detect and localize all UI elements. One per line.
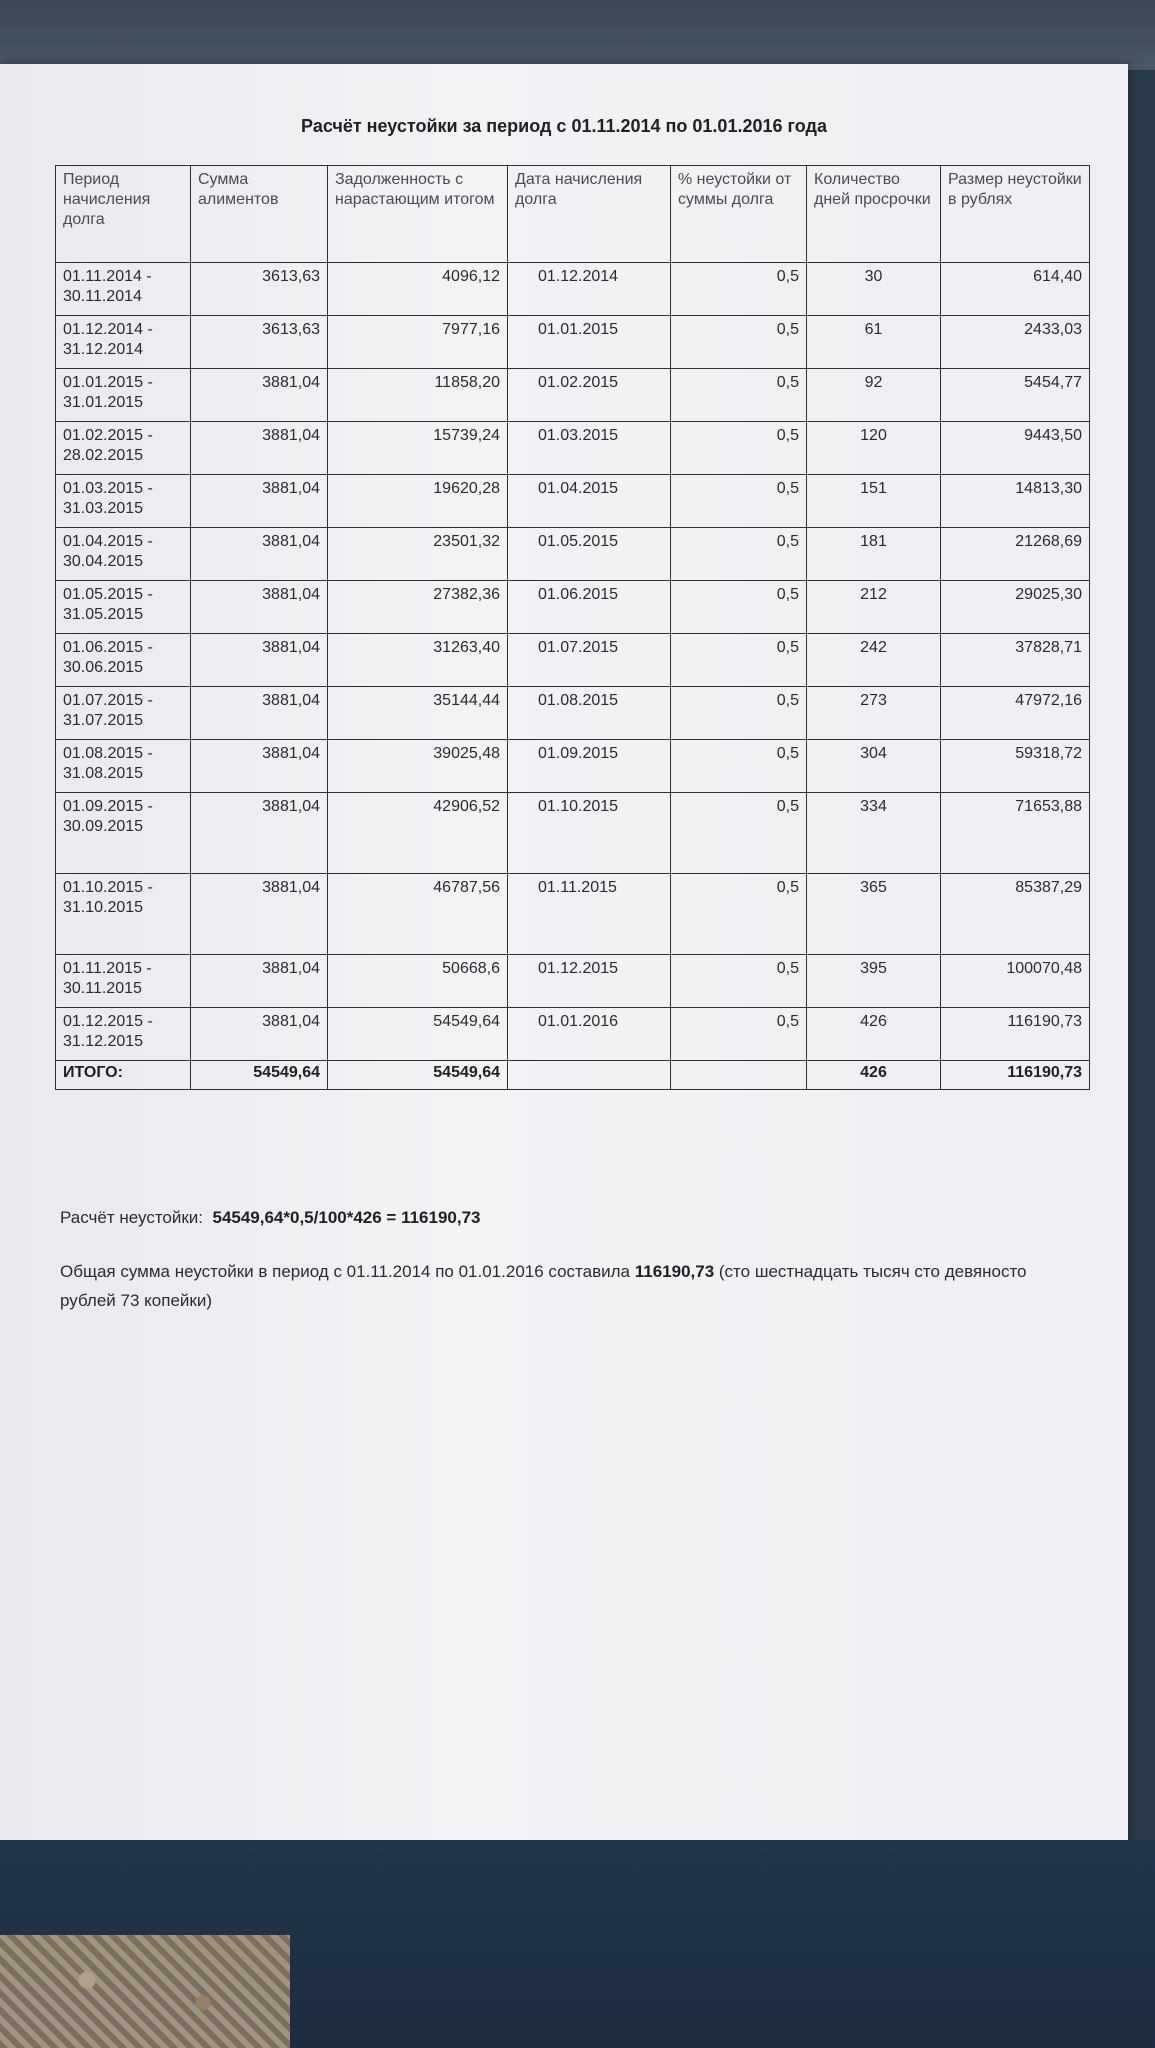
- cell-percent: 0,5: [671, 874, 807, 955]
- table-row: [56, 687, 1090, 740]
- cell-debt: 42906,52: [328, 793, 508, 874]
- cell-percent: 0,5: [671, 528, 807, 581]
- cell-debt: 4096,12: [328, 263, 508, 316]
- header-days: Количество дней просрочки: [807, 166, 941, 263]
- cell-period: 01.02.2015 - 28.02.2015: [56, 422, 191, 475]
- cell-date: 01.08.2015: [508, 687, 671, 740]
- cell-period: 01.12.2015 - 31.12.2015: [56, 1008, 191, 1061]
- cell-days: 181: [807, 528, 941, 581]
- cell-days: 120: [807, 422, 941, 475]
- cell-alimony: 3881,04: [191, 740, 328, 793]
- cell-days: 395: [807, 955, 941, 1008]
- table-row: [56, 793, 1090, 874]
- cell-percent: 0,5: [671, 687, 807, 740]
- cell-alimony: 3881,04: [191, 422, 328, 475]
- cell-date: 01.04.2015: [508, 475, 671, 528]
- cell-alimony: 3613,63: [191, 316, 328, 369]
- cell-date: 01.12.2015: [508, 955, 671, 1008]
- background-top: [0, 0, 1155, 70]
- cell-penalty: 71653,88: [941, 793, 1090, 874]
- cell-percent: 0,5: [671, 422, 807, 475]
- cell-penalty: 14813,30: [941, 475, 1090, 528]
- cell-date: 01.01.2015: [508, 316, 671, 369]
- cell-penalty: 29025,30: [941, 581, 1090, 634]
- cell-alimony: 3881,04: [191, 634, 328, 687]
- cell-alimony: 3881,04: [191, 528, 328, 581]
- penalty-table: [55, 165, 1090, 1090]
- cell-days: 61: [807, 316, 941, 369]
- cell-percent: 0,5: [671, 263, 807, 316]
- fabric-corner: [0, 1935, 290, 2048]
- cell-percent: 0,5: [671, 369, 807, 422]
- cell-penalty: 100070,48: [941, 955, 1090, 1008]
- cell-penalty: 85387,29: [941, 874, 1090, 955]
- cell-period: 01.11.2014 - 30.11.2014: [56, 263, 191, 316]
- header-percent: % неустойки от суммы долга: [671, 166, 807, 263]
- table-header-row: [56, 166, 1090, 263]
- cell-period: 01.04.2015 - 30.04.2015: [56, 528, 191, 581]
- cell-debt: 31263,40: [328, 634, 508, 687]
- table-row: [56, 740, 1090, 793]
- cell-debt: 35144,44: [328, 687, 508, 740]
- cell-period: 01.01.2015 - 31.01.2015: [56, 369, 191, 422]
- cell-penalty: 614,40: [941, 263, 1090, 316]
- cell-days: 151: [807, 475, 941, 528]
- cell-days: 334: [807, 793, 941, 874]
- cell-alimony: 3881,04: [191, 1008, 328, 1061]
- cell-debt: 50668,6: [328, 955, 508, 1008]
- header-period: Период начисления долга: [56, 166, 191, 263]
- cell-date: 01.02.2015: [508, 369, 671, 422]
- table-row: [56, 528, 1090, 581]
- cell-debt: 27382,36: [328, 581, 508, 634]
- cell-percent: 0,5: [671, 1008, 807, 1061]
- cell-date: 01.06.2015: [508, 581, 671, 634]
- cell-period: 01.12.2014 - 31.12.2014: [56, 316, 191, 369]
- total-debt: 54549,64: [328, 1061, 508, 1090]
- document-title: Расчёт неустойки за период с 01.11.2014 по 01.01.2016 года: [301, 116, 827, 136]
- cell-alimony: 3613,63: [191, 263, 328, 316]
- table-row: [56, 369, 1090, 422]
- cell-period: 01.10.2015 - 31.10.2015: [56, 874, 191, 955]
- cell-date: 01.11.2015: [508, 874, 671, 955]
- table-row: [56, 1008, 1090, 1061]
- cell-date: 01.07.2015: [508, 634, 671, 687]
- summary-paragraph: [60, 1257, 1060, 1315]
- cell-days: 92: [807, 369, 941, 422]
- cell-debt: 54549,64: [328, 1008, 508, 1061]
- cell-alimony: 3881,04: [191, 369, 328, 422]
- table-total-row: [56, 1061, 1090, 1090]
- cell-alimony: 3881,04: [191, 955, 328, 1008]
- cell-alimony: 3881,04: [191, 874, 328, 955]
- cell-penalty: 116190,73: [941, 1008, 1090, 1061]
- cell-days: 304: [807, 740, 941, 793]
- cell-percent: 0,5: [671, 793, 807, 874]
- cell-percent: 0,5: [671, 740, 807, 793]
- table-row: [56, 955, 1090, 1008]
- cell-days: 365: [807, 874, 941, 955]
- total-label: ИТОГО:: [56, 1061, 191, 1090]
- cell-alimony: 3881,04: [191, 793, 328, 874]
- cell-alimony: 3881,04: [191, 687, 328, 740]
- total-percent: [671, 1061, 807, 1090]
- cell-period: 01.08.2015 - 31.08.2015: [56, 740, 191, 793]
- cell-percent: 0,5: [671, 581, 807, 634]
- cell-date: 01.01.2016: [508, 1008, 671, 1061]
- total-date: [508, 1061, 671, 1090]
- cell-penalty: 9443,50: [941, 422, 1090, 475]
- cell-penalty: 59318,72: [941, 740, 1090, 793]
- table-row: [56, 422, 1090, 475]
- table-row: [56, 475, 1090, 528]
- cell-debt: 11858,20: [328, 369, 508, 422]
- cell-date: 01.05.2015: [508, 528, 671, 581]
- table-row: [56, 874, 1090, 955]
- summary-text-after: (сто шестнадцать тысяч сто девяносто рублей 73 копейки): [60, 1262, 1027, 1310]
- table-row: [56, 263, 1090, 316]
- cell-period: 01.09.2015 - 30.09.2015: [56, 793, 191, 874]
- cell-debt: 19620,28: [328, 475, 508, 528]
- total-penalty: 116190,73: [941, 1061, 1090, 1090]
- cell-alimony: 3881,04: [191, 475, 328, 528]
- cell-period: 01.05.2015 - 31.05.2015: [56, 581, 191, 634]
- cell-date: 01.10.2015: [508, 793, 671, 874]
- summary-text-before: Общая сумма неустойки в период с 01.11.2014 по 01.01.2016 составила: [60, 1262, 635, 1281]
- cell-percent: 0,5: [671, 955, 807, 1008]
- cell-days: 30: [807, 263, 941, 316]
- table-row: [56, 316, 1090, 369]
- header-penalty: Размер неустойки в рублях: [941, 166, 1090, 263]
- header-debt: Задолженность с нарастающим итогом: [328, 166, 508, 263]
- cell-period: 01.06.2015 - 30.06.2015: [56, 634, 191, 687]
- table-row: [56, 581, 1090, 634]
- cell-percent: 0,5: [671, 634, 807, 687]
- calculation-label: Расчёт неустойки:: [60, 1208, 204, 1227]
- calculation-formula: 54549,64*0,5/100*426 =: [212, 1208, 402, 1227]
- calculation-result: 116190,73: [401, 1208, 481, 1227]
- cell-period: 01.03.2015 - 31.03.2015: [56, 475, 191, 528]
- cell-period: 01.11.2015 - 30.11.2015: [56, 955, 191, 1008]
- table-row: [56, 634, 1090, 687]
- cell-debt: 7977,16: [328, 316, 508, 369]
- cell-period: 01.07.2015 - 31.07.2015: [56, 687, 191, 740]
- cell-alimony: 3881,04: [191, 581, 328, 634]
- cell-date: 01.12.2014: [508, 263, 671, 316]
- cell-debt: 23501,32: [328, 528, 508, 581]
- cell-penalty: 47972,16: [941, 687, 1090, 740]
- total-alimony: 54549,64: [191, 1061, 328, 1090]
- total-days: 426: [807, 1061, 941, 1090]
- cell-percent: 0,5: [671, 475, 807, 528]
- cell-days: 242: [807, 634, 941, 687]
- cell-debt: 15739,24: [328, 422, 508, 475]
- cell-days: 273: [807, 687, 941, 740]
- calculation-line: [60, 1208, 481, 1228]
- cell-penalty: 37828,71: [941, 634, 1090, 687]
- summary-amount: 116190,73: [634, 1262, 715, 1281]
- cell-debt: 39025,48: [328, 740, 508, 793]
- header-alimony: Сумма алиментов: [191, 166, 328, 263]
- cell-percent: 0,5: [671, 316, 807, 369]
- cell-days: 426: [807, 1008, 941, 1061]
- cell-date: 01.09.2015: [508, 740, 671, 793]
- cell-penalty: 2433,03: [941, 316, 1090, 369]
- cell-days: 212: [807, 581, 941, 634]
- cell-penalty: 5454,77: [941, 369, 1090, 422]
- cell-date: 01.03.2015: [508, 422, 671, 475]
- cell-penalty: 21268,69: [941, 528, 1090, 581]
- cell-debt: 46787,56: [328, 874, 508, 955]
- header-date: Дата начисления долга: [508, 166, 671, 263]
